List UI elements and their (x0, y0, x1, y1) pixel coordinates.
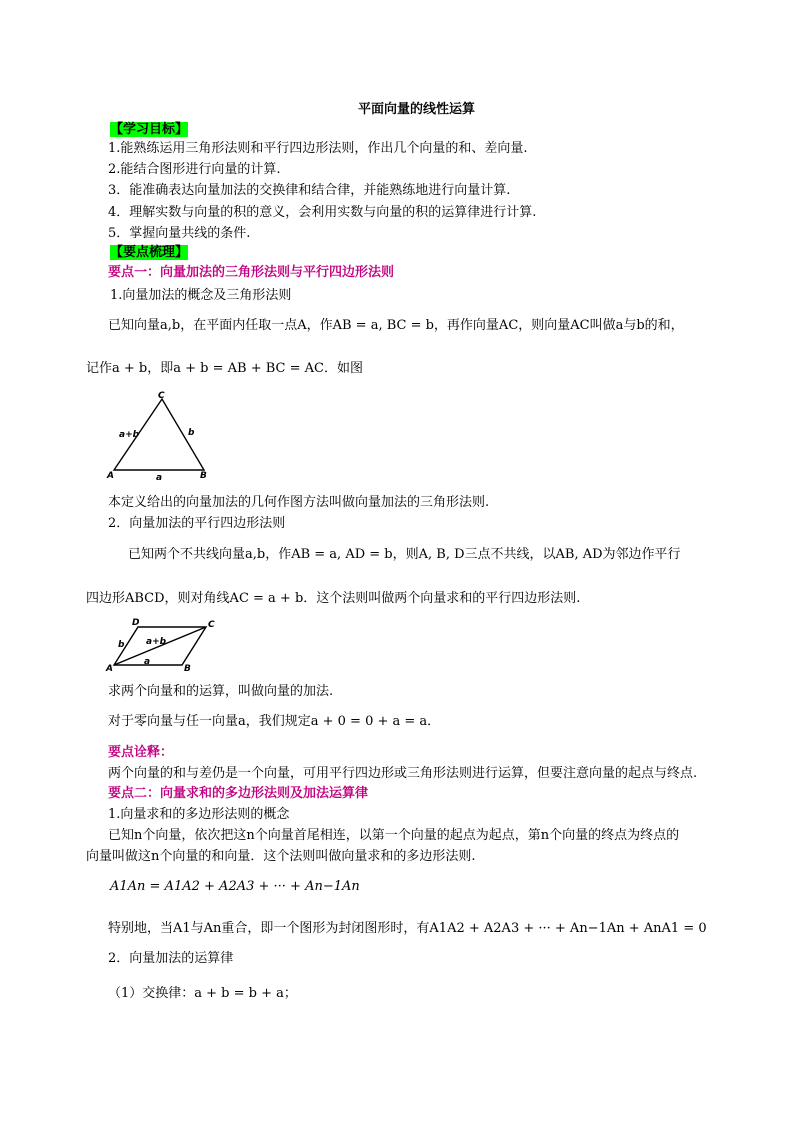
section-2-title: 要点二：向量求和的多边形法则及加法运算律 (108, 786, 369, 801)
section-1-paragraph-3: 已知两个不共线向量a,b，作AB = a, AD = b，则A, B, D三点不共线，以AB, AD为邻边作平行 (128, 547, 681, 562)
goal-5: 5．掌握向量共线的条件. (108, 226, 251, 241)
fig1-label-ab: a+b (119, 430, 140, 440)
section-2-paragraph-2: 向量叫做这n个向量的和向量．这个法则叫做向量求和的多边形法则. (86, 849, 476, 864)
section-2-paragraph-1: 已知n个向量，依次把这n个向量首尾相连，以第一个向量的起点为起点，第n个向量的终点为终点的 (108, 828, 680, 843)
triangle-figure (104, 390, 214, 480)
explain-text: 两个向量的和与差仍是一个向量，可用平行四边形或三角形法则进行运算，但要注意向量的起点与终点. (108, 766, 698, 781)
fig1-label-b: b (188, 428, 195, 438)
goal-3: 3．能准确表达向量加法的交换律和结合律，并能熟练地进行向量计算. (108, 183, 511, 198)
section-2-paragraph-3: 特别地，当A1与An重合，即一个图形为封闭图形时，有A1A2 + A2A3 + ··· + An−1An + AnA1 = 0 (108, 921, 707, 936)
section-1-sub2: 2．向量加法的平行四边形法则 (108, 516, 286, 531)
fig2-label-A: A (106, 664, 113, 672)
fig1-label-B: B (200, 471, 207, 480)
section-2-law-1: （1）交换律：a + b = b + a； (108, 986, 297, 1001)
section-1-note-2: 求两个向量和的运算，叫做向量的加法. (108, 684, 334, 699)
section-1-paragraph-2: 记作a + b，即a + b = AB + BC = AC．如图 (86, 361, 363, 376)
section-1-note-1: 本定义给出的向量加法的几何作图方法叫做向量加法的三角形法则. (108, 495, 490, 510)
fig2-label-b: b (118, 640, 125, 650)
goals-header: 【学习目标】 (110, 122, 189, 137)
fig2-label-C: C (208, 620, 215, 630)
section-1-paragraph-1: 已知向量a,b，在平面内任取一点A，作AB = a, BC = b，再作向量AC，则向量AC叫做a与b的和， (108, 318, 684, 333)
fig2-label-B: B (184, 664, 191, 672)
section-1-sub1: 1.向量加法的概念及三角形法则 (110, 288, 292, 303)
goal-2: 2.能结合图形进行向量的计算. (108, 162, 281, 177)
goal-1: 1.能熟练运用三角形法则和平行四边形法则，作出几个向量的和、差向量. (108, 141, 528, 156)
fig2-label-D: D (132, 618, 140, 628)
section-1-paragraph-4: 四边形ABCD，则对角线AC = a + b．这个法则叫做两个向量求和的平行四边形法则. (86, 591, 581, 606)
section-2-sub1: 1.向量求和的多边形法则的概念 (108, 807, 290, 822)
parallelogram-figure (104, 617, 219, 672)
fig1-label-A: A (107, 471, 114, 480)
section-2-formula-1: A1An = A1A2 + A2A3 + ··· + An−1An (110, 879, 360, 894)
fig2-label-a: a (144, 657, 151, 667)
section-1-title: 要点一：向量加法的三角形法则与平行四边形法则 (108, 265, 395, 280)
goal-4: 4．理解实数与向量的积的意义，会利用实数与向量的积的运算律进行计算. (108, 205, 537, 220)
points-header: 【要点梳理】 (110, 245, 189, 260)
fig1-label-a: a (156, 473, 163, 480)
section-1-note-3: 对于零向量与任一向量a，我们规定a + 0 = 0 + a = a． (108, 714, 441, 729)
section-2-sub2: 2．向量加法的运算律 (108, 951, 234, 966)
fig2-label-ab: a+b (146, 637, 167, 647)
fig1-label-C: C (158, 391, 165, 401)
explain-title: 要点诠释： (108, 745, 174, 760)
page-title: 平面向量的线性运算 (358, 102, 476, 117)
